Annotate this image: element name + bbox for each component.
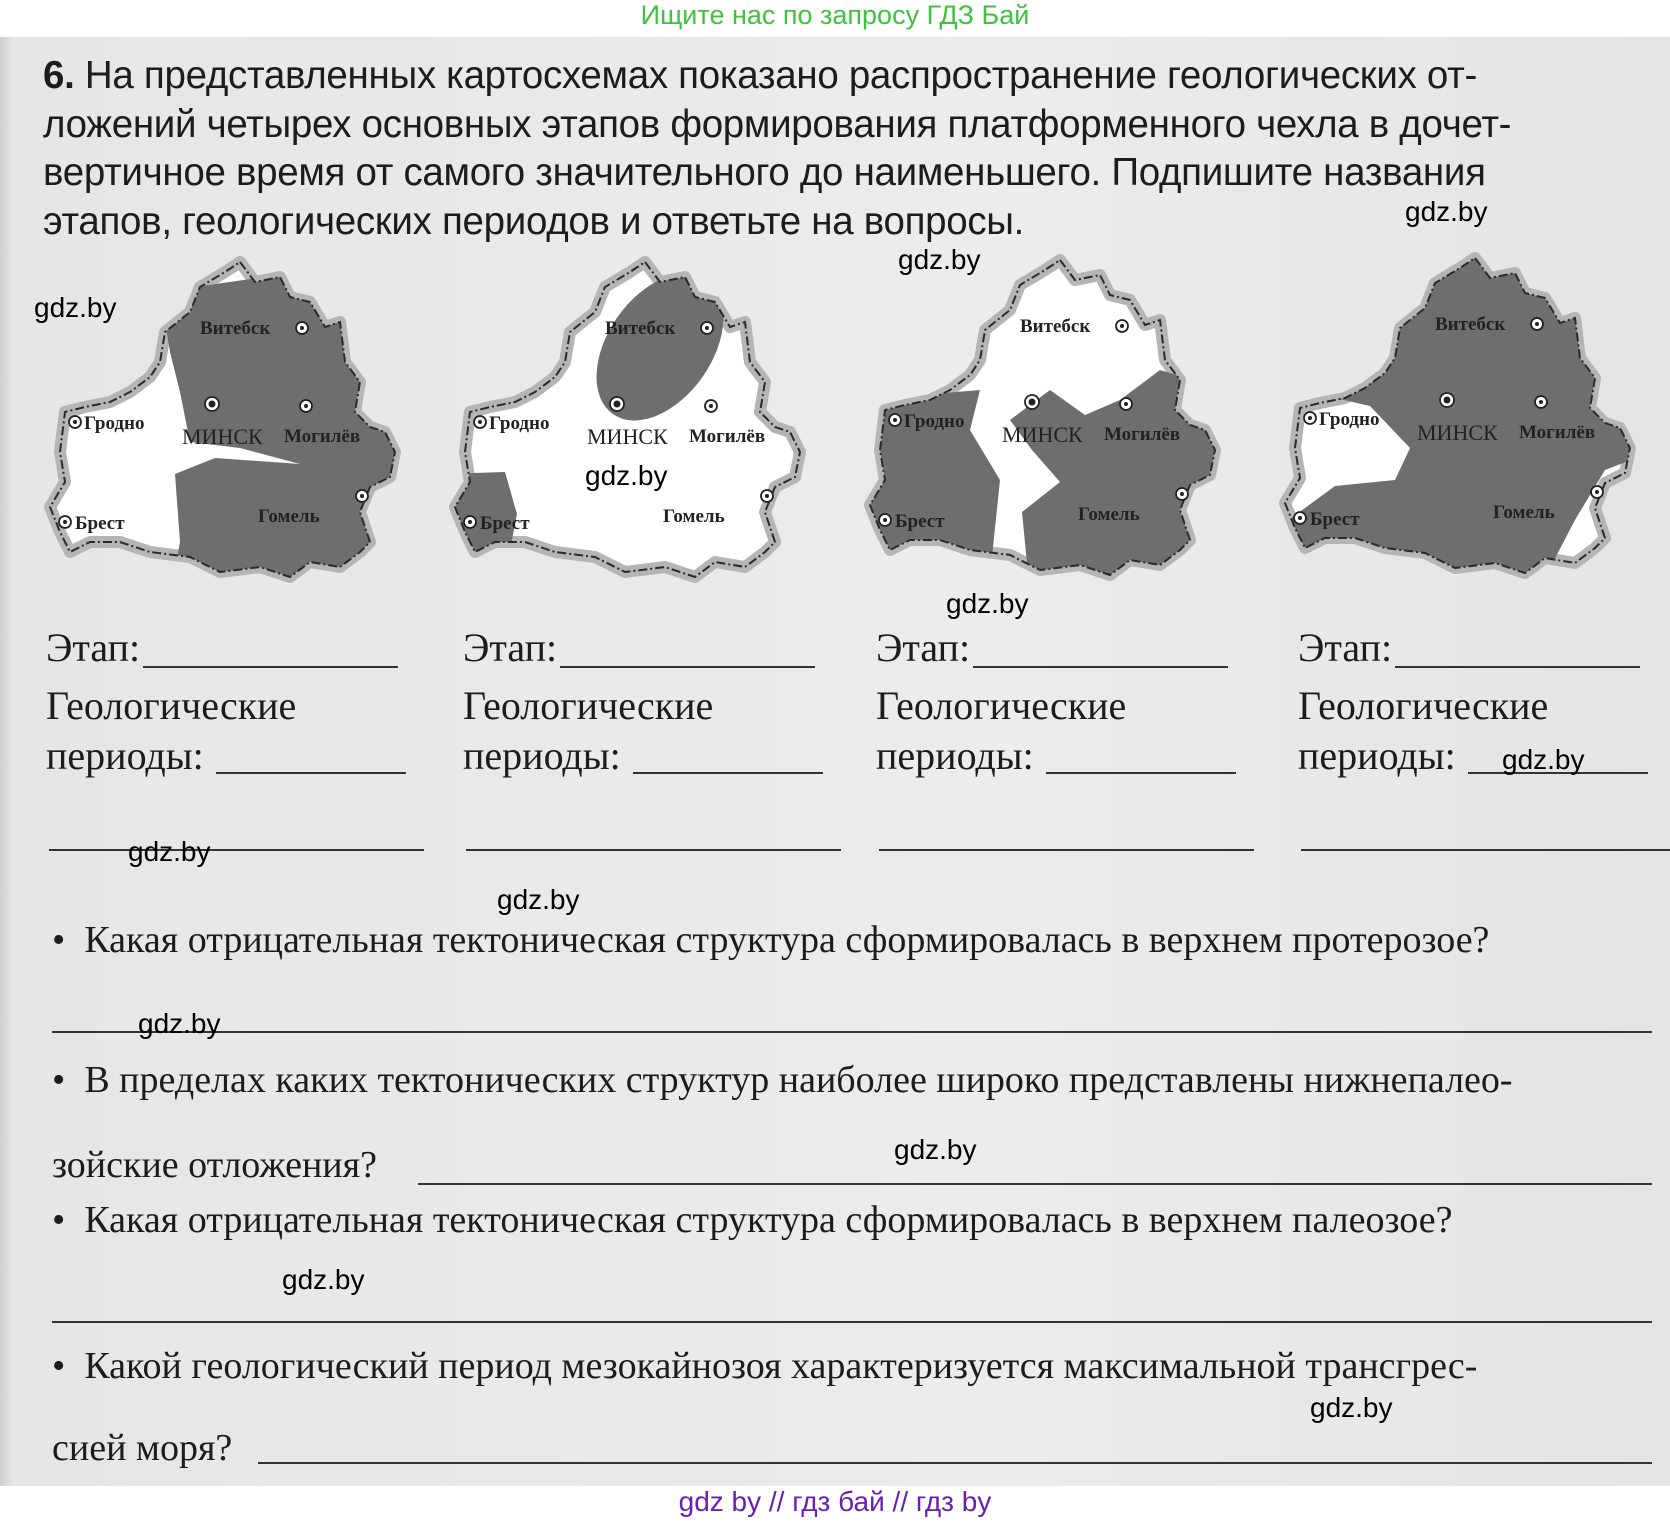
city-label-vitebsk: Витебск <box>1435 314 1506 335</box>
city-marker-minsk <box>1025 395 1039 409</box>
city-label-grodno: Гродно <box>1319 409 1380 430</box>
answer-line-2[interactable] <box>418 1183 1652 1185</box>
city-marker-minsk <box>1440 393 1454 407</box>
city-marker-grodno <box>474 416 486 428</box>
city-marker-grodno <box>1304 412 1316 424</box>
map-stage-4 <box>1275 248 1660 593</box>
stage-label-4: Этап: <box>1298 625 1393 670</box>
city-label-brest: Брест <box>1310 509 1360 530</box>
answer-line-4[interactable] <box>258 1462 1652 1464</box>
city-label-vitebsk: Витебск <box>1020 316 1091 337</box>
watermark: gdz.by <box>946 588 1029 619</box>
task-line: вертичное время от самого значительного до наименьшего. Подпишите названия <box>43 151 1486 194</box>
stage-input-line-4[interactable] <box>1395 666 1640 668</box>
city-label-brest: Брест <box>895 511 945 532</box>
question-1: • Какая отрицательная тектоническая структура сформировалась в верхнем протерозое? <box>52 919 1490 961</box>
periods-input-line-3[interactable] <box>1046 772 1236 774</box>
watermark: gdz.by <box>282 1264 365 1295</box>
periods-input-line-2[interactable] <box>633 772 823 774</box>
periods-label-2-cont: периоды: <box>463 733 621 778</box>
stage-label-3: Этап: <box>876 625 971 670</box>
periods-label-3-cont: периоды: <box>876 733 1034 778</box>
stage-input-line-2[interactable] <box>560 666 815 668</box>
city-marker-mogilev <box>1535 396 1547 408</box>
stage-label-1: Этап: <box>46 625 141 670</box>
answer-line-3[interactable] <box>52 1321 1652 1323</box>
city-label-minsk: МИНСК <box>1002 422 1083 447</box>
periods-label-1-cont: периоды: <box>46 733 204 778</box>
periods-input-line-4-b[interactable] <box>1301 849 1670 851</box>
city-marker-brest <box>464 516 476 528</box>
city-label-minsk: МИНСК <box>1417 420 1498 445</box>
city-label-grodno: Гродно <box>489 413 550 434</box>
search-hint-banner: Ищите нас по запросу ГДЗ Бай <box>640 0 1030 30</box>
watermark: gdz.by <box>894 1134 977 1165</box>
city-marker-vitebsk <box>296 322 308 334</box>
stage-input-line-1[interactable] <box>143 666 398 668</box>
task-number: 6. <box>43 54 75 97</box>
city-label-minsk: МИНСК <box>587 424 668 449</box>
city-label-gomel: Гомель <box>258 506 320 527</box>
city-marker-grodno <box>889 414 901 426</box>
periods-label-2: Геологические <box>463 683 714 728</box>
question-2: • В пределах каких тектонических структур наиболее широко представлены нижнепалео- <box>52 1059 1513 1101</box>
city-marker-mogilev <box>705 400 717 412</box>
watermark: gdz.by <box>1405 196 1488 227</box>
watermark: gdz.by <box>1310 1392 1393 1423</box>
city-label-grodno: Гродно <box>904 411 965 432</box>
city-label-mogilev: Могилёв <box>689 426 766 447</box>
city-label-brest: Брест <box>480 513 530 534</box>
periods-label-4-cont: периоды: <box>1298 733 1456 778</box>
city-label-gomel: Гомель <box>663 506 725 527</box>
city-marker-vitebsk <box>1531 318 1543 330</box>
map-stage-2 <box>445 252 830 597</box>
city-marker-brest <box>1294 512 1306 524</box>
periods-input-line-2-b[interactable] <box>466 849 841 851</box>
periods-label-1: Геологические <box>46 683 297 728</box>
city-label-brest: Брест <box>75 513 125 534</box>
city-marker-gomel <box>1591 486 1603 498</box>
task-text <box>43 52 1643 246</box>
question-4: • Какой геологический период мезокайнозоя характеризуется максимальной трансгрес- <box>52 1345 1478 1387</box>
watermark: gdz.by <box>1502 744 1585 775</box>
city-label-mogilev: Могилёв <box>1104 424 1181 445</box>
city-marker-gomel <box>356 490 368 502</box>
periods-input-line-1-b[interactable] <box>49 849 424 851</box>
question-4-continuation: сией моря? <box>52 1427 233 1469</box>
city-marker-brest <box>59 516 71 528</box>
city-marker-minsk <box>610 397 624 411</box>
city-label-minsk: МИНСК <box>182 424 263 449</box>
city-label-mogilev: Могилёв <box>284 426 361 447</box>
city-marker-vitebsk <box>701 322 713 334</box>
city-label-gomel: Гомель <box>1078 504 1140 525</box>
map-stage-3 <box>860 250 1245 595</box>
stage-input-line-3[interactable] <box>973 666 1228 668</box>
task-line: ложений четырех основных этапов формирования платформенного чехла в дочет- <box>43 102 1512 146</box>
city-label-vitebsk: Витебск <box>605 318 676 339</box>
task-line: этапов, геологических периодов и ответьте на вопросы. <box>43 199 1025 243</box>
city-marker-mogilev <box>1120 398 1132 410</box>
watermark: gdz.by <box>128 836 211 867</box>
footer-watermark: gdz by // гдз бай // гдз by <box>678 1486 992 1517</box>
stage-label-2: Этап: <box>463 625 558 670</box>
city-label-mogilev: Могилёв <box>1519 422 1596 443</box>
city-marker-mogilev <box>300 400 312 412</box>
watermark: gdz.by <box>497 884 580 915</box>
city-marker-minsk <box>205 397 219 411</box>
watermark: gdz.by <box>34 292 117 323</box>
city-marker-vitebsk <box>1116 320 1128 332</box>
city-marker-brest <box>879 514 891 526</box>
task-line: На представленных картосхемах показано распространение геологических от- <box>84 54 1477 97</box>
answer-line-1[interactable] <box>52 1031 1652 1033</box>
city-label-grodno: Гродно <box>84 413 145 434</box>
periods-input-line-3-b[interactable] <box>879 849 1254 851</box>
city-marker-gomel <box>1176 488 1188 500</box>
watermark: gdz.by <box>898 244 981 275</box>
question-2-continuation: зойские отложения? <box>52 1144 377 1186</box>
city-label-vitebsk: Витебск <box>200 318 271 339</box>
city-label-gomel: Гомель <box>1493 502 1555 523</box>
periods-label-3: Геологические <box>876 683 1127 728</box>
watermark: gdz.by <box>585 460 668 491</box>
city-marker-grodno <box>69 416 81 428</box>
watermark: gdz.by <box>138 1008 221 1039</box>
city-marker-gomel <box>761 490 773 502</box>
periods-input-line-1[interactable] <box>216 772 406 774</box>
periods-label-4: Геологические <box>1298 683 1549 728</box>
question-3: • Какая отрицательная тектоническая структура сформировалась в верхнем палеозое? <box>52 1199 1453 1241</box>
